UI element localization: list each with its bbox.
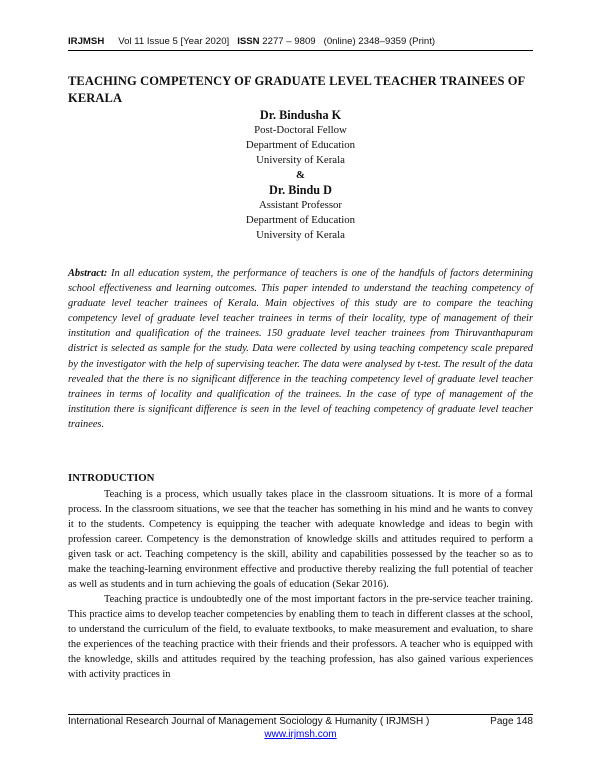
author-affiliation-line: Post-Doctoral Fellow <box>254 124 347 136</box>
author-affiliation-line: University of Kerala <box>256 154 345 166</box>
author-separator: & <box>296 169 305 181</box>
footer-rule <box>68 714 533 715</box>
abstract-text: In all education system, the performance of teachers is one of the handfuls of factors determining school effectiveness and learning outcomes. This paper intended to understand the teaching competency of graduate level teacher trainees of Kerala. Main objectives of this study are to compare the teaching competency level of graduate level teacher trainees in terms of their locality, type of management of their institution and qualification of the trainees. 150 graduate level teacher trainees from Thiruvanthapuram district is selected as sample for the study. Data were collected by using teaching competency scale prepared by the investigator with the help of supervising teacher. The data were analysed by t-test. The result of the data revealed that the there is no significant difference in the teaching competency level of graduate level teacher trainees in terms of locality and qualification of the trainees. In the case of type of management of the institution there is significant difference is seen in the level of teaching competency of graduate level teacher trainees. <box>68 268 533 430</box>
volume-info: Vol 11 Issue 5 [Year 2020] <box>118 36 230 47</box>
abstract-label: Abstract: <box>68 268 108 279</box>
issn-online-print: (0nline) 2348–9359 (Print) <box>323 36 436 47</box>
page-number: Page 148 <box>490 716 533 727</box>
running-header <box>68 36 538 47</box>
author-affiliation-line: University of Kerala <box>256 229 345 241</box>
author-block <box>68 108 533 243</box>
footer-journal-name: International Research Journal of Management Sociology & Humanity ( IRJMSH ) <box>68 716 430 727</box>
paper-title: TEACHING COMPETENCY OF GRADUATE LEVEL TEACHER TRAINEES OF KERALA <box>68 74 525 105</box>
body-paragraph: Teaching is a process, which usually takes place in the classroom situations. It is more of a formal process. In the classroom situations, we see that the teacher has something in his mind and he wants to convey it to the students. Competency is equipping the teacher with adequate knowledge and ideas to begin with profession career. Competency is the demonstration of knowledge skills and attitudes required to perform a given task or act. Teaching competency is the skill, ability and capabilities possessed by the teacher so as to make the teaching-learning environment effective and productive thereby realizing the full potential of teacher as well as students and in turn achieving the goals of education (Sekar 2016). <box>68 489 533 590</box>
issn-number: 2277 – 9809 <box>262 36 316 47</box>
author-name: Dr. Bindusha K <box>259 108 342 122</box>
issn-label: ISSN <box>237 36 260 47</box>
author-affiliation-line: Department of Education <box>245 214 356 226</box>
author-affiliation-line: Department of Education <box>245 139 356 151</box>
section-heading-introduction: INTRODUCTION <box>68 472 155 484</box>
abstract <box>68 266 533 432</box>
journal-abbrev: IRJMSH <box>68 36 105 47</box>
header-rule <box>68 50 533 51</box>
introduction-body <box>68 487 533 682</box>
body-paragraph: Teaching practice is undoubtedly one of the most important factors in the pre-service teacher training. This practice aims to develop teacher competencies by enabling them to teach in different classes at the school, to understand the curriculum of the field, to evaluate textbooks, to make measurement and evaluation, to share the experiences of the teaching practice with their friends and their professors. A teacher who is equipped with the knowledge, skills and attitudes required by the teaching profession, has also gained various experiences with activity practices in <box>68 594 533 680</box>
author-affiliation-line: Assistant Professor <box>258 199 343 211</box>
journal-website-link[interactable]: www.irjmsh.com <box>264 729 337 740</box>
author-name: Dr. Bindu D <box>269 183 332 197</box>
running-footer <box>68 716 533 740</box>
